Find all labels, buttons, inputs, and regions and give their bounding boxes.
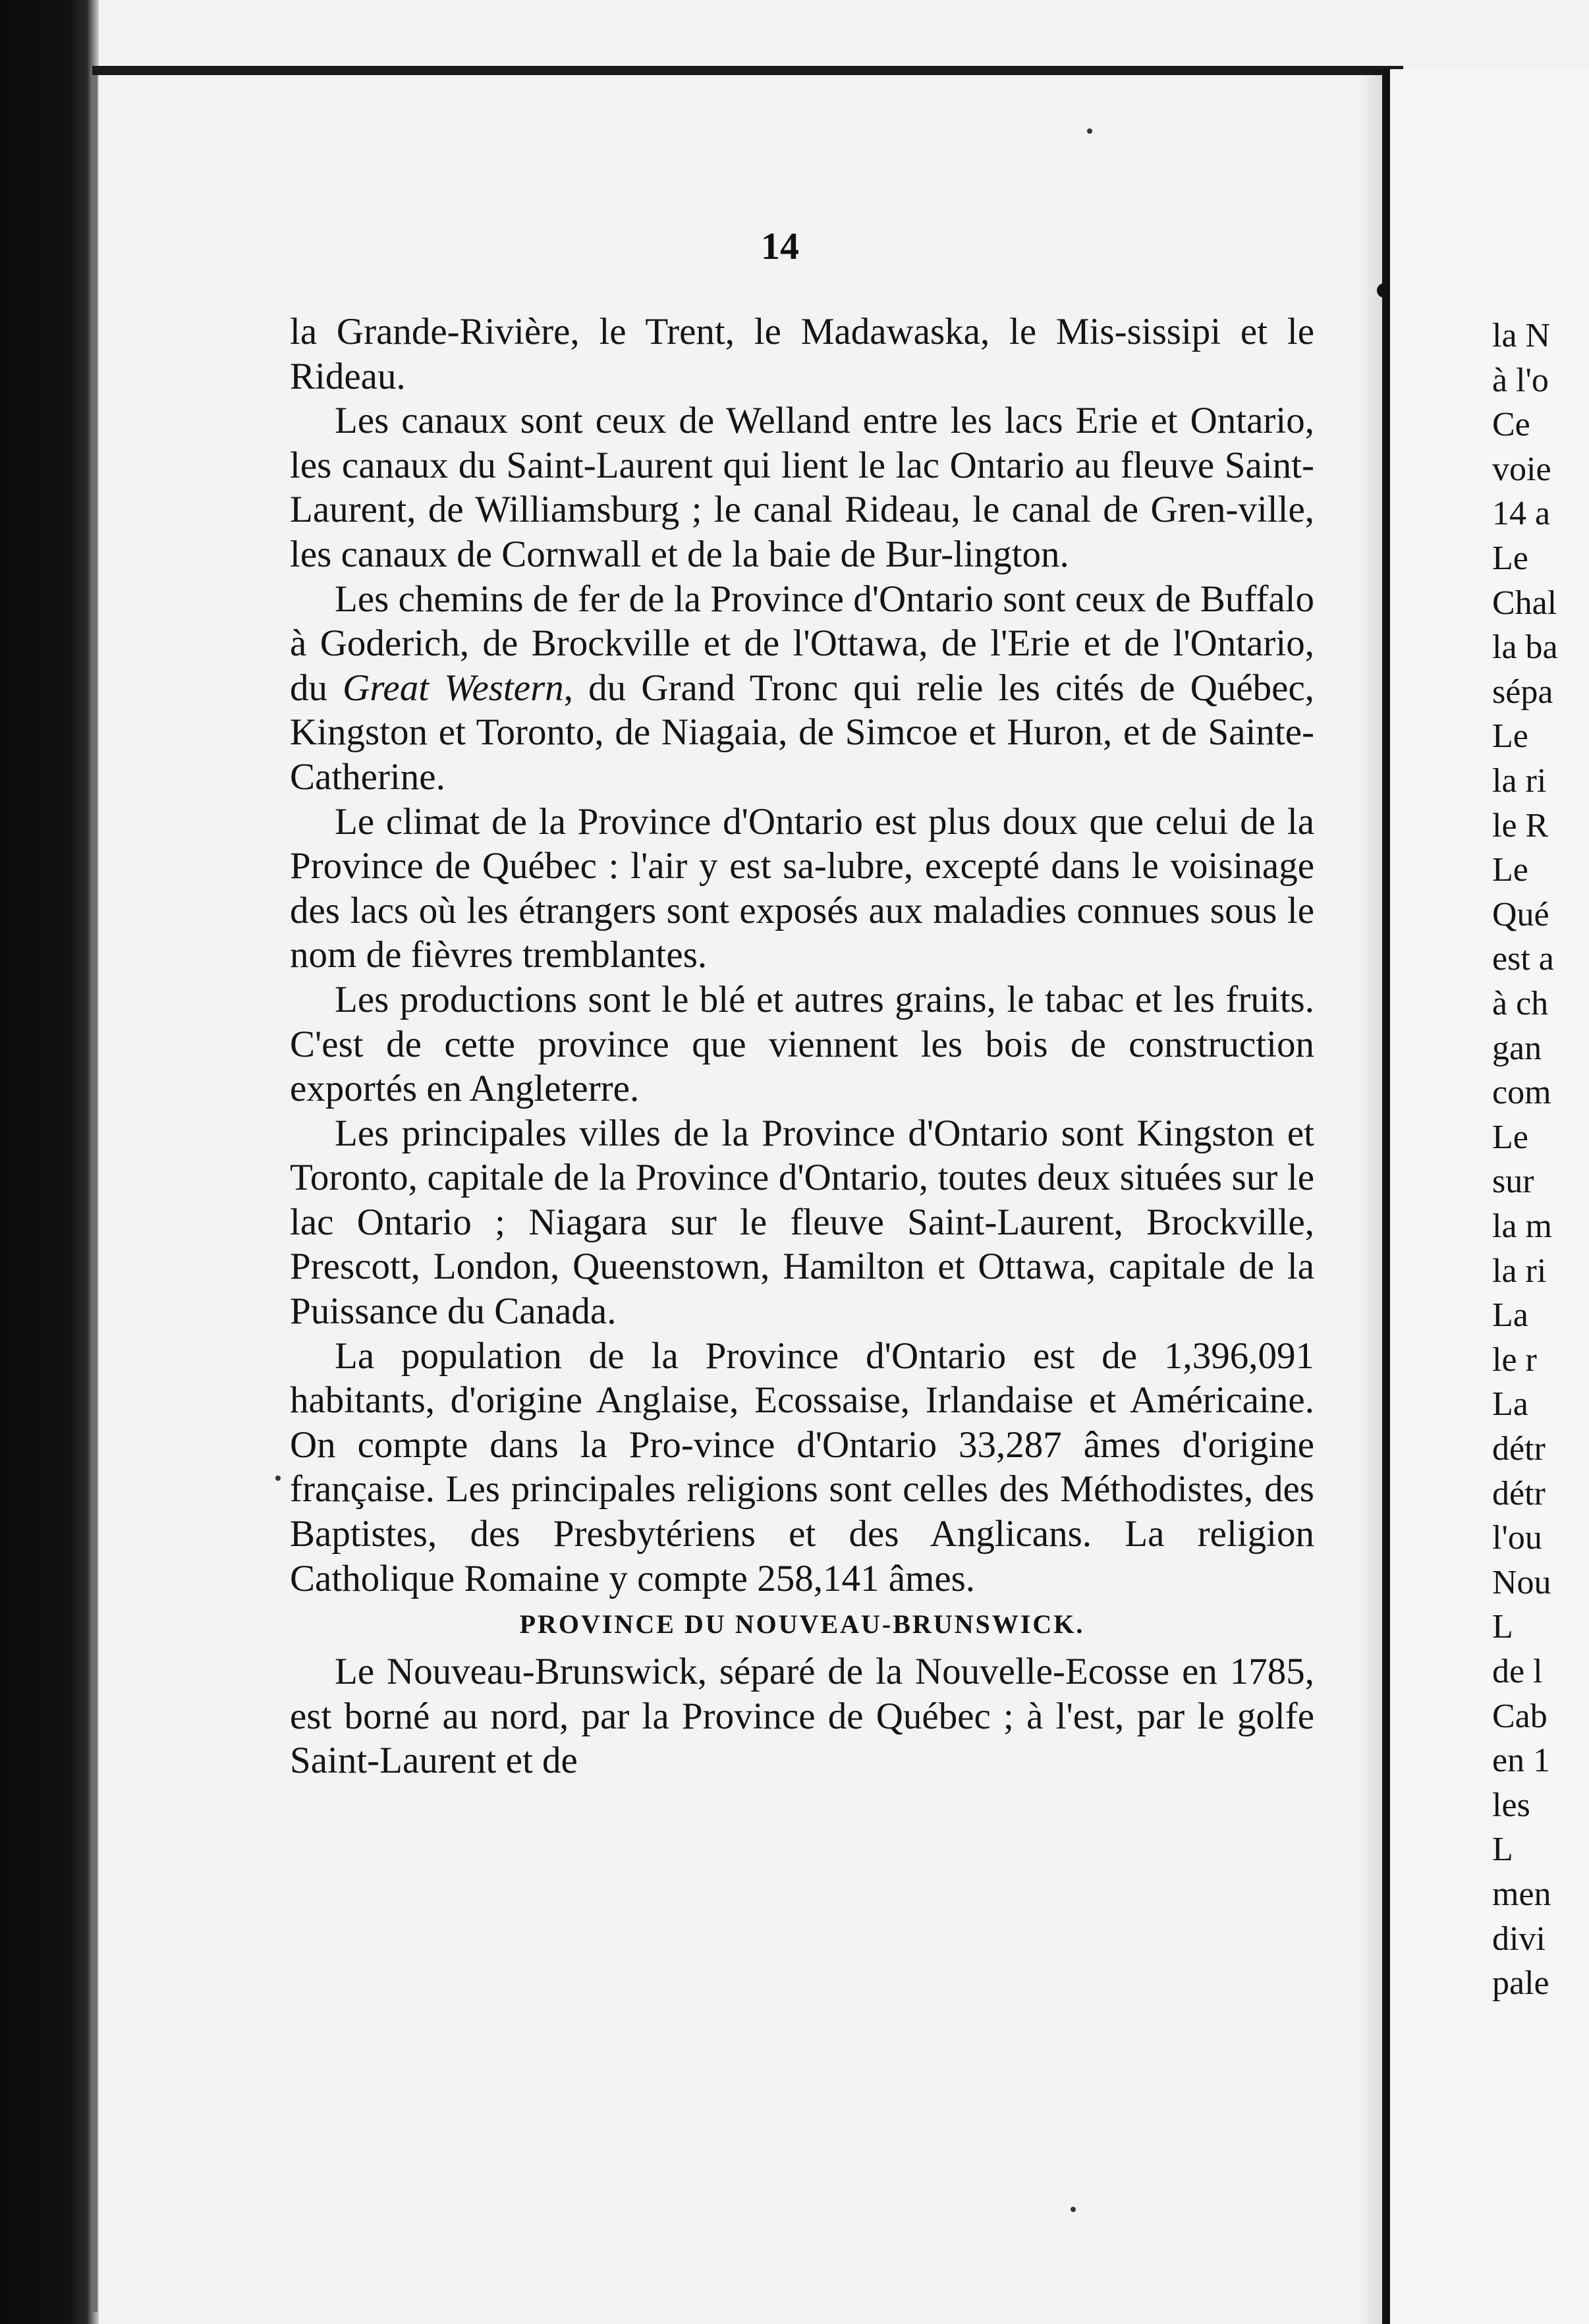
facing-page-line: Ce xyxy=(1492,406,1530,444)
facing-page-line: détr xyxy=(1492,1474,1546,1512)
paragraph-cities: Les principales villes de la Province d'Ontario sont Kingston et Toronto, capitale de la Province d'Ontario, toutes deux situées sur le lac Ontario ; Niagara sur le fleuve Saint-Laurent, Brockville, Prescott, London, Queenstown, Hamilton et Ottawa, capitale de la Puissance du Canada. xyxy=(290,1112,1314,1333)
page-number: 14 xyxy=(761,225,799,267)
facing-page-line: à l'o xyxy=(1492,361,1549,399)
paragraph-canals: Les canaux sont ceux de Welland entre les lacs Erie et Ontario, les canaux du Saint-Laurent qui lient le lac Ontario au fleuve Saint-Laurent, de Williamsburg ; le canal Rideau, le canal de Gren-ville, les canaux de Cornwall et de la baie de Bur-lington. xyxy=(290,400,1314,575)
facing-page-line: L xyxy=(1492,1831,1513,1869)
facing-page-line: détr xyxy=(1492,1430,1546,1468)
facing-page-line: voie xyxy=(1492,450,1551,488)
facing-page-line: sur xyxy=(1492,1163,1534,1201)
paragraph-rivers: la Grande-Rivière, le Trent, le Madawaska, le Mis-sissipi et le Rideau. xyxy=(290,311,1314,397)
paragraph-railways xyxy=(290,577,1314,800)
page-gutter-line xyxy=(1382,69,1390,2324)
text-column xyxy=(290,310,1314,1783)
facing-page-line: la ri xyxy=(1492,762,1547,800)
facing-page-line: les xyxy=(1492,1786,1530,1824)
railways-text-italic: Great Western xyxy=(343,667,564,709)
paragraph-population: La population de la Province d'Ontario est de 1,396,091 habitants, d'origine Anglaise, Ecossaise, Irlandaise et Américaine. On compte dans la Pro-vince d'Ontario 33,287 âmes d'origine française. Les principales religions sont celles des Méthodistes, des Baptistes, des Presbytériens et des Anglicans. La religion Catholique Romaine y compte 258,141 âmes. xyxy=(290,1335,1314,1599)
facing-page-line: de l xyxy=(1492,1653,1543,1690)
facing-page-line: gan xyxy=(1492,1029,1542,1067)
facing-page-line: Le xyxy=(1492,1118,1528,1156)
speck xyxy=(275,1476,281,1481)
facing-page xyxy=(1390,69,1589,2324)
facing-page-line: divi xyxy=(1492,1920,1546,1958)
facing-page-line: Cab xyxy=(1492,1697,1547,1735)
top-scan-border xyxy=(92,66,1403,75)
left-page-edge xyxy=(0,0,99,2324)
section-heading: PROVINCE DU NOUVEAU-BRUNSWICK. xyxy=(519,1609,1085,1640)
paragraph-climate: Le climat de la Province d'Ontario est plus doux que celui de la Province de Québec : l'air y est sa-lubre, excepté dans le voisinage des lacs où les étrangers sont exposés aux maladies connues sous le nom de fièvres tremblantes. xyxy=(290,800,1314,976)
binding-mark xyxy=(1377,283,1391,298)
facing-page-line: la ba xyxy=(1492,628,1558,667)
facing-page-line: Chal xyxy=(1492,584,1557,622)
facing-page-line: Le xyxy=(1492,717,1528,756)
facing-page-line: Qué xyxy=(1492,895,1549,933)
railways-text-before: Les chemins de fer de la Province d'Ontario sont ceux de Buffalo à Goderich, de Brockville et de l'Ottawa, de l'Erie et de l'Ontario, du xyxy=(290,578,1314,709)
facing-page-line: L xyxy=(1492,1608,1513,1646)
facing-page-line: à ch xyxy=(1492,985,1549,1022)
facing-page-line: 14 a xyxy=(1492,495,1551,533)
facing-page-line: l'ou xyxy=(1492,1519,1542,1557)
paragraph-productions: Les productions sont le blé et autres grains, le tabac et les fruits. C'est de cette province que viennent les bois de construction exportés en Angleterre. xyxy=(290,978,1314,1110)
facing-page-line: La xyxy=(1492,1385,1528,1424)
gutter-shadow xyxy=(1357,69,1383,2324)
facing-page-line: la ri xyxy=(1492,1252,1547,1290)
facing-page-line: Le xyxy=(1492,851,1528,889)
facing-page-line: Nou xyxy=(1492,1563,1551,1601)
railways-text-after: , du Grand Tronc qui relie les cités de Québec, Kingston et Toronto, de Niagaia, de Simcoe et Huron, et de Sainte-Catherine. xyxy=(290,667,1315,798)
facing-page-line: sépa xyxy=(1492,673,1553,711)
speck xyxy=(1087,128,1092,134)
facing-page-line: La xyxy=(1492,1296,1528,1335)
facing-page-line: le R xyxy=(1492,806,1549,844)
facing-page-line: en 1 xyxy=(1492,1742,1551,1780)
facing-page-line: le r xyxy=(1492,1341,1537,1379)
facing-page-line: la N xyxy=(1492,317,1551,354)
facing-page-line: Le xyxy=(1492,540,1528,577)
facing-page-line: men xyxy=(1492,1875,1551,1913)
facing-page-line: la m xyxy=(1492,1207,1552,1245)
facing-page-line: pale xyxy=(1492,1964,1549,2003)
left-page-edge-line xyxy=(91,72,98,2312)
facing-page-line: est a xyxy=(1492,940,1554,978)
facing-page-line: com xyxy=(1492,1074,1551,1112)
paragraph-new-brunswick: Le Nouveau-Brunswick, séparé de la Nouvelle-Ecosse en 1785, est borné au nord, par la Province de Québec ; à l'est, par le golfe Saint-Laurent et de xyxy=(290,1651,1314,1782)
speck xyxy=(1071,2207,1076,2212)
